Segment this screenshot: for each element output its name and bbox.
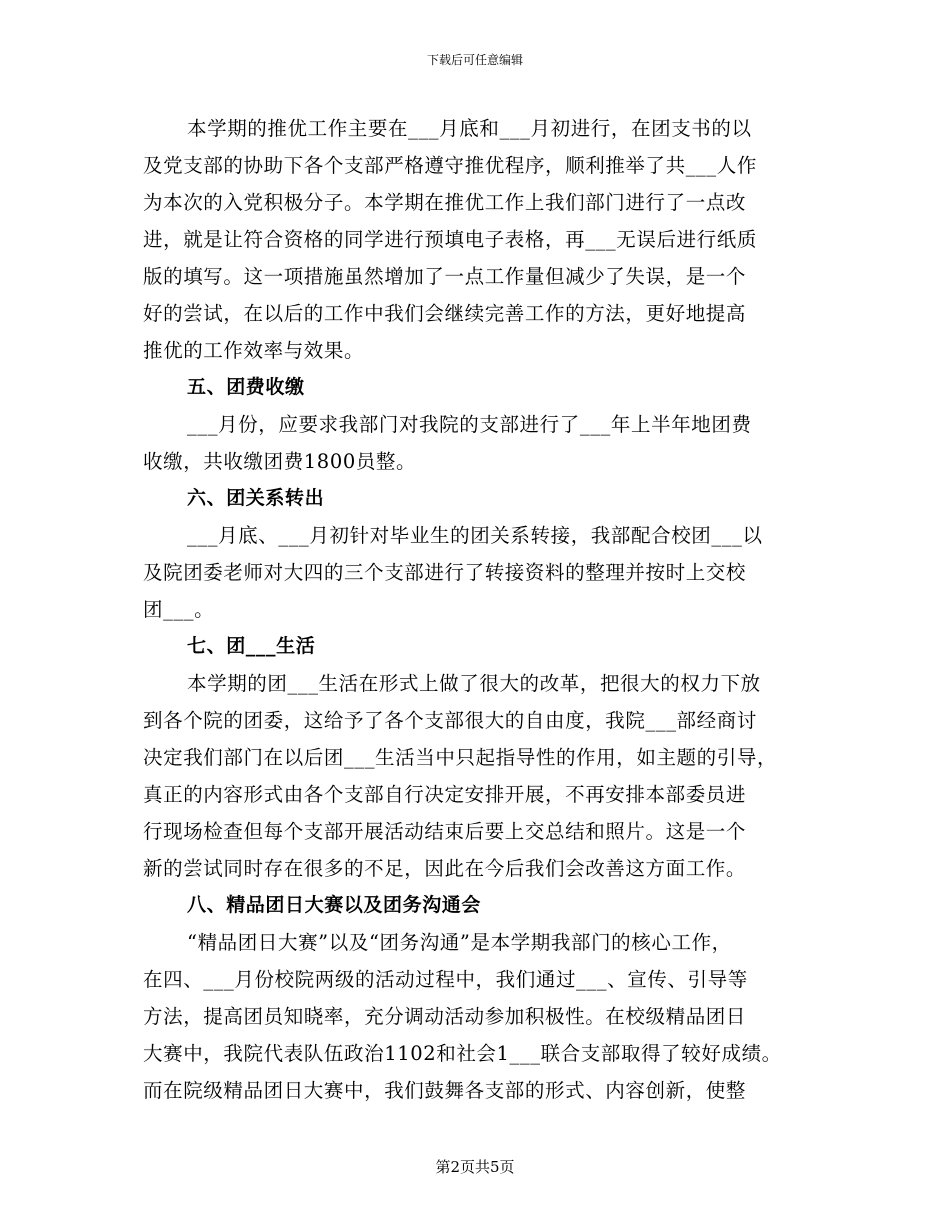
page-header: 下载后可任意编辑 xyxy=(426,53,523,67)
paragraph-line: 方法，提高团员知晓率，充分调动活动参加积极性。在校级精品团日 xyxy=(143,1005,747,1028)
paragraph-line: ___月底、___月初针对毕业生的团关系转接，我部配合校团___以 xyxy=(187,524,763,547)
section-heading: 六、团关系转出 xyxy=(187,487,325,509)
paragraph-line: 为本次的入党积极分子。本学期在推优工作上我们部门进行了一点改 xyxy=(143,191,747,214)
document-body xyxy=(143,110,823,1109)
section-heading: 五、团费收缴 xyxy=(187,376,305,398)
paragraph-line: 版的填写。这一项措施虽然增加了一点工作量但减少了失误，是一个 xyxy=(143,265,747,288)
paragraph-line: 本学期的团___生活在形式上做了很大的改革，把很大的权力下放 xyxy=(187,672,761,695)
paragraph-line: 收缴，共收缴团费1800员整。 xyxy=(143,450,417,473)
paragraph-line: 决定我们部门在以后团___生活当中只起指导性的作用，如主题的引导， xyxy=(143,746,778,769)
paragraph-line: 本学期的推优工作主要在___月底和___月初进行，在团支书的以 xyxy=(187,117,752,140)
page-footer: 第2页共5页 xyxy=(435,1158,515,1176)
paragraph-line: 及党支部的协助下各个支部严格遵守推优程序，顺利推举了共___人作 xyxy=(143,154,757,177)
paragraph-line: 及院团委老师对大四的三个支部进行了转接资料的整理并按时上交校 xyxy=(143,561,747,584)
paragraph-line: 而在院级精品团日大赛中，我们鼓舞各支部的形式、内容创新，使整 xyxy=(143,1079,747,1102)
paragraph-line: 进，就是让符合资格的同学进行预填电子表格，再___无误后进行纸质 xyxy=(143,228,757,251)
paragraph-line: 好的尝试，在以后的工作中我们会继续完善工作的方法，更好地提高 xyxy=(143,302,747,325)
section-heading: 八、精品团日大赛以及团务沟通会 xyxy=(187,894,482,916)
paragraph-line: 真正的内容形式由各个支部自行决定安排开展，不再安排本部委员进 xyxy=(143,783,747,806)
paragraph-line: 推优的工作效率与效果。 xyxy=(143,339,365,362)
paragraph-line: 新的尝试同时存在很多的不足，因此在今后我们会改善这方面工作。 xyxy=(143,857,747,880)
paragraph-line: 行现场检查但每个支部开展活动结束后要上交总结和照片。这是一个 xyxy=(143,820,747,843)
paragraph-line: 在四、___月份校院两级的活动过程中，我们通过___、宣传、引导等 xyxy=(143,968,748,991)
paragraph-line: 到各个院的团委，这给予了各个支部很大的自由度，我院___部经商讨 xyxy=(143,709,757,732)
paragraph-line: 团___。 xyxy=(143,598,215,621)
section-heading: 七、团___生活 xyxy=(187,635,316,657)
paragraph-line: 大赛中，我院代表队伍政治1102和社会1___联合支部取得了较好成绩。 xyxy=(143,1042,782,1065)
paragraph-line: “精品团日大赛”以及“团务沟通”是本学期我部门的核心工作， xyxy=(187,931,732,954)
paragraph-line: ___月份，应要求我部门对我院的支部进行了___年上半年地团费 xyxy=(187,413,752,436)
